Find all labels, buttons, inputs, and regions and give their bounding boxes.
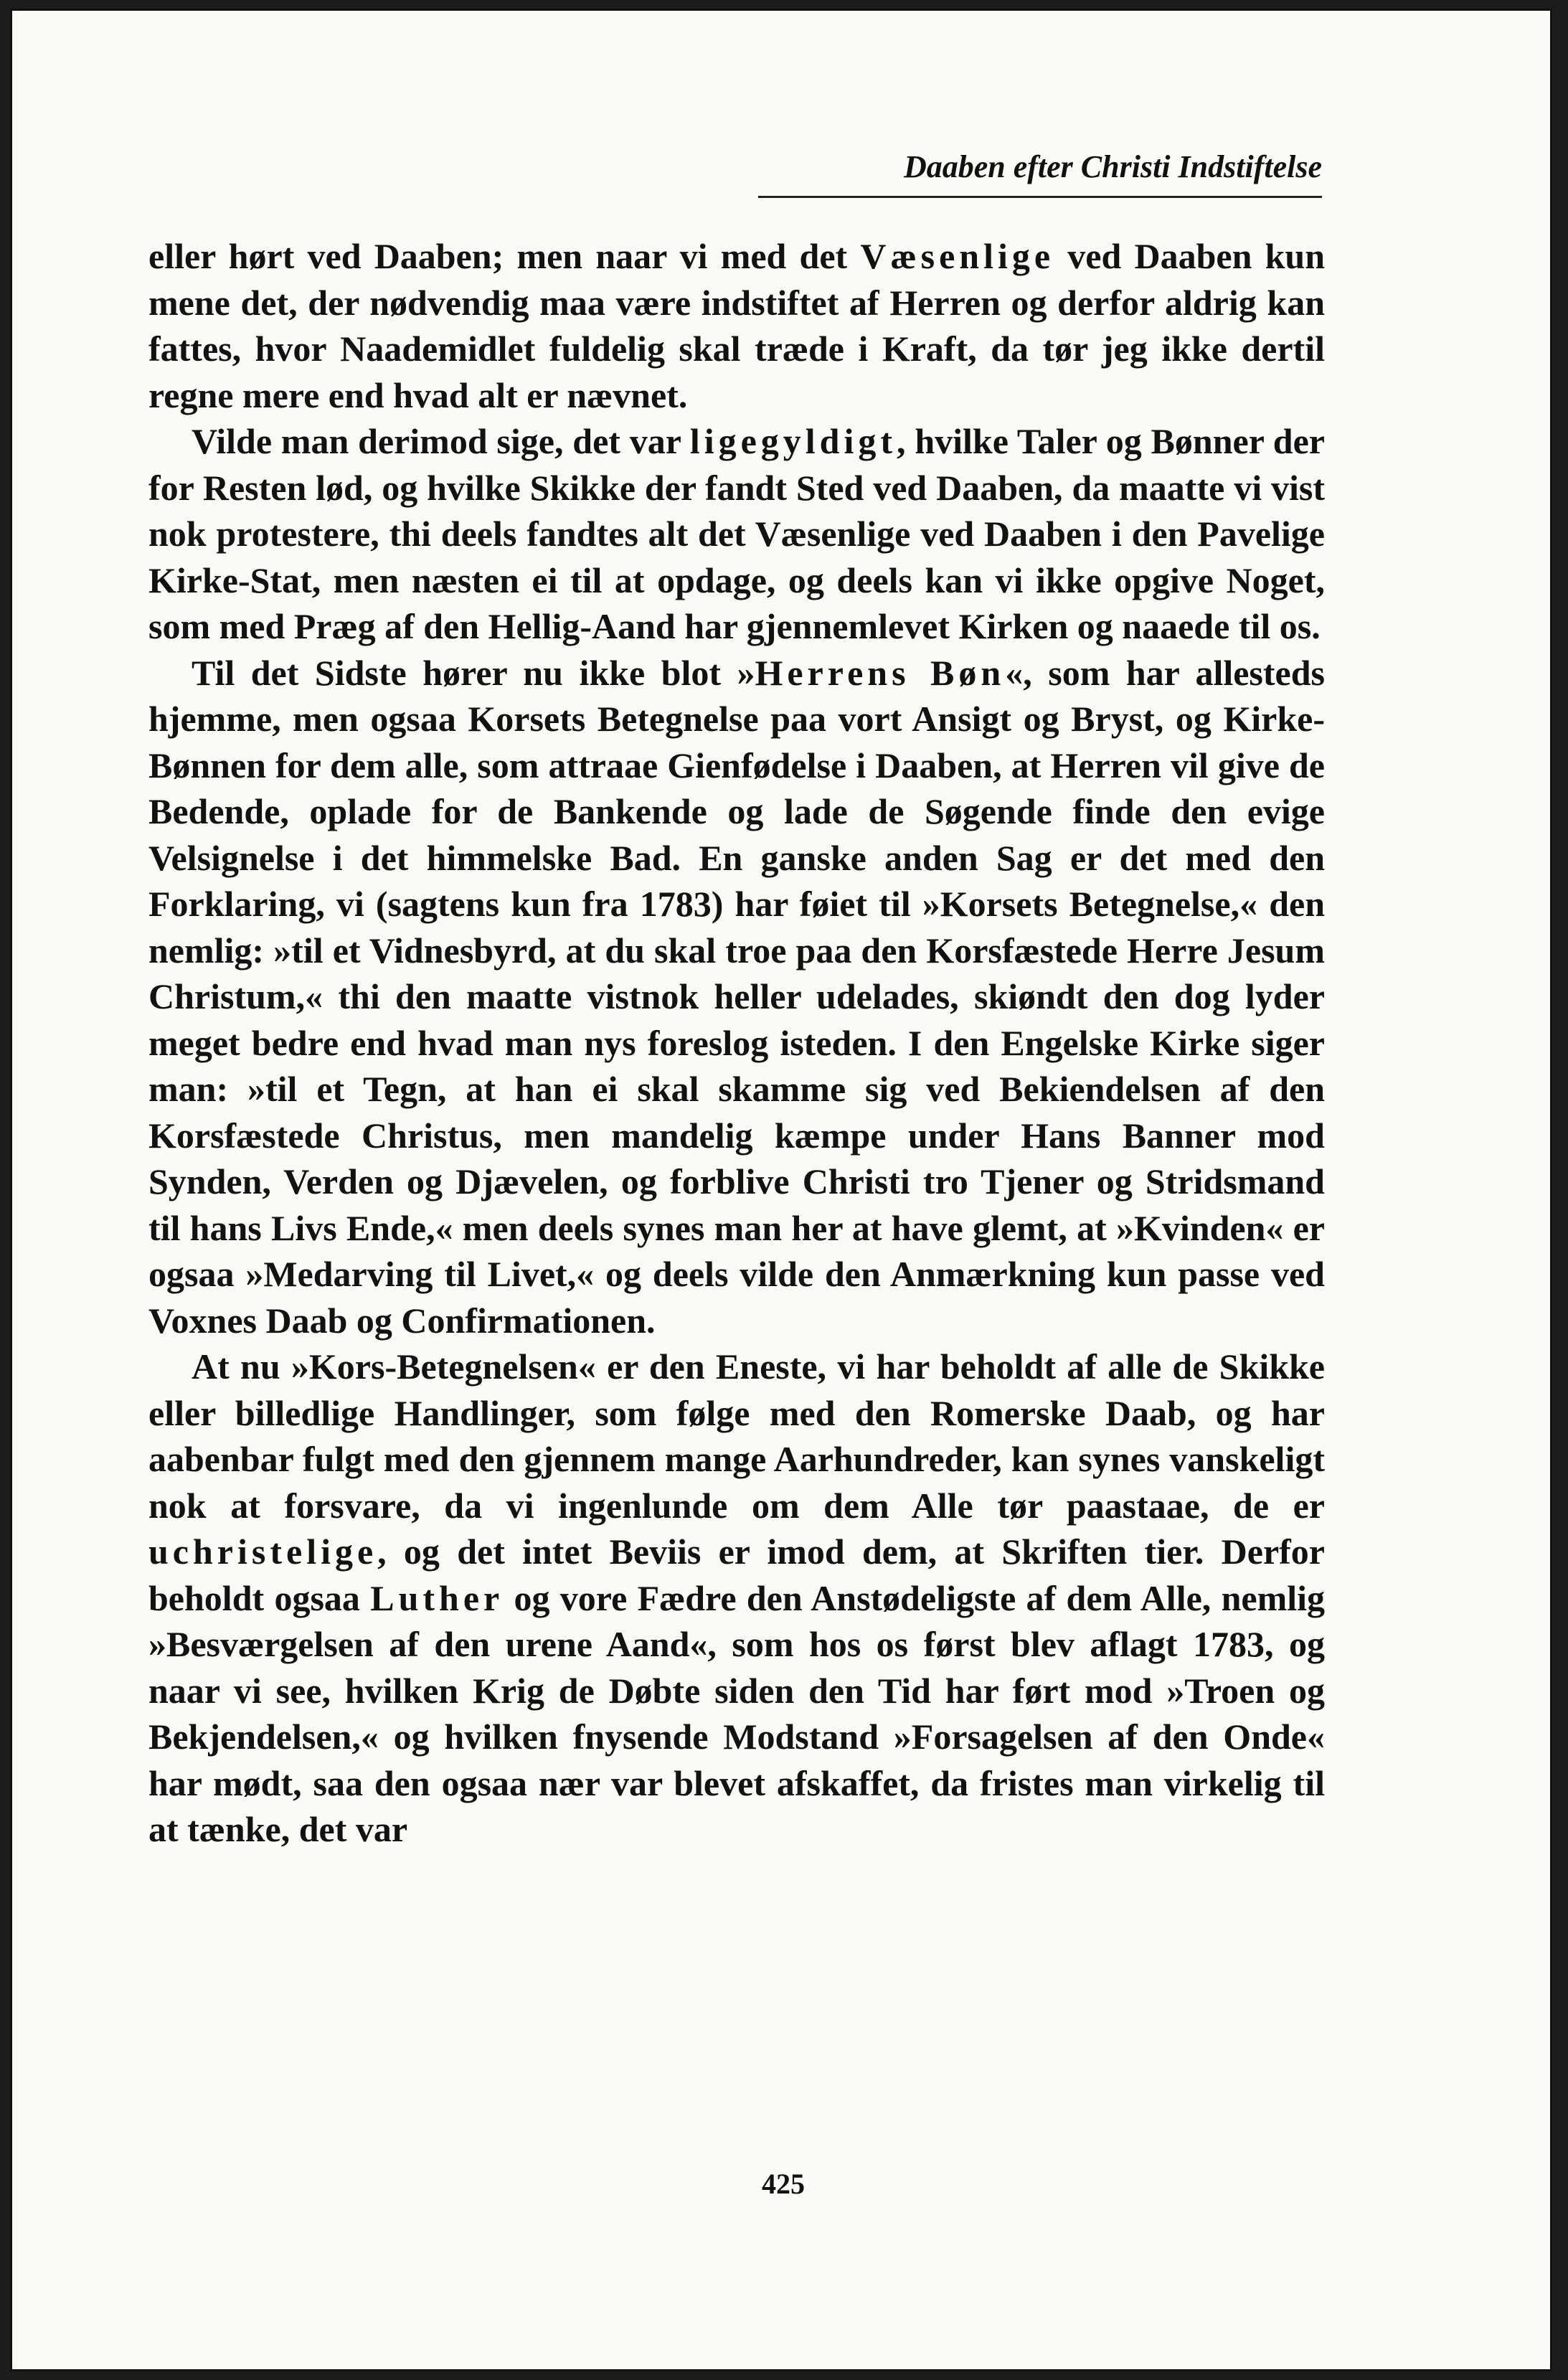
- running-header: Daaben efter Christi Indstiftelse: [903, 149, 1322, 184]
- paragraph-3: [148, 650, 1325, 1344]
- header-rule: [758, 196, 1322, 198]
- paragraph-4: [148, 1344, 1325, 1853]
- page-number: 425: [762, 2168, 805, 2200]
- paragraph-4-text-b: , og det intet Beviis er imod dem, at Skriften tier. Derfor beholdt ogsaa: [148, 1531, 1325, 1618]
- paragraph-2-text-b: , hvilke Taler og Bønner der for Resten lød, og hvilke Skikke der fandt Sted ved Daaben, da maatte vi vist nok protestere, thi deels fandtes alt det Væsenlige ved Daaben i den Pavelige Kirke-Stat, men næsten ei til at opdage, og deels kan vi ikke opgive Noget, som med Præg af den Hellig-Aand har gjennemlevet Kirken og naaede til os.: [148, 421, 1325, 646]
- paragraph-2: [148, 418, 1325, 650]
- emphasis-luther: Luther: [370, 1577, 504, 1618]
- emphasis-uchristelige: uchristelige: [148, 1531, 378, 1572]
- emphasis-herrens-bon: Herrens Bøn: [755, 652, 1006, 693]
- paragraph-3-text-a: Til det Sidste hører nu ikke blot »: [192, 652, 755, 693]
- paragraph-3-text-b: «, som har allesteds hjemme, men ogsaa Korsets Betegnelse paa vort Ansigt og Bryst, og Kirke-Bønnen for dem alle, som attraae Gienfødelse i Daaben, at Herren vil give de Bedende, oplade for de Bankende og lade de Søgende finde den evige Velsignelse i det himmelske Bad. En ganske anden Sag er det med den Forklaring, vi (sagtens kun fra 1783) har føiet til »Korsets Betegnelse,« den nemlig: »til et Vidnesbyrd, at du skal troe paa den Korsfæstede Herre Jesum Christum,« thi den maatte vistnok heller udelades, skiøndt den dog lyder meget bedre end hvad man nys foreslog isteden. I den Engelske Kirke siger man: »til et Tegn, at han ei skal skamme sig ved Bekiendelsen af den Korsfæstede Christus, men mandelig kæmpe under Hans Banner mod Synden, Verden og Djævelen, og forblive Christi tro Tjener og Stridsmand til hans Livs Ende,« men deels synes man her at have glemt, at »Kvinden« er ogsaa »Medarving til Livet,« og deels vilde den Anmærkning kun passe ved Voxnes Daab og Confirmationen.: [148, 652, 1325, 1341]
- paragraph-1: [148, 233, 1325, 418]
- body-text: [148, 233, 1325, 1853]
- paragraph-4-text-c: og vore Fædre den Anstødeligste af dem Alle, nemlig »Besværgelsen af den urene Aand«, som hos os først blev aflagt 1783, og naar vi see, hvilken Krig de Døbte siden den Tid har ført mod »Troen og Bekjendelsen,« og hvilken fnysende Modstand »Forsagelsen af den Onde« har mødt, saa den ogsaa nær var blevet afskaffet, da fristes man virkelig til at tænke, det var: [148, 1577, 1326, 1849]
- paragraph-2-text-a: Vilde man derimod sige, det var: [192, 421, 690, 461]
- paragraph-1-text-a: eller hørt ved Daaben; men naar vi med det: [148, 236, 861, 276]
- emphasis-vaesenlige: Væsenlige: [860, 236, 1055, 276]
- emphasis-ligegyldigt: ligegyldigt: [689, 421, 897, 461]
- paragraph-1-text-b: ved Daaben kun mene det, der nødvendig maa være indstiftet af Herren og derfor aldrig kan fattes, hvor Naademidlet fuldelig skal træde i Kraft, da tør jeg ikke dertil regne mere end hvad alt er nævnet.: [148, 236, 1325, 415]
- book-page: [10, 9, 1552, 2371]
- paragraph-4-text-a: At nu »Kors-Betegnelsen« er den Eneste, vi har beholdt af alle de Skikke eller billedlige Handlinger, som følge med den Romerske Daab, og har aabenbar fulgt med den gjennem mange Aarhundreder, kan synes vanskeligt nok at forsvare, da vi ingenlunde om dem Alle tør paastaae, de er: [148, 1346, 1325, 1526]
